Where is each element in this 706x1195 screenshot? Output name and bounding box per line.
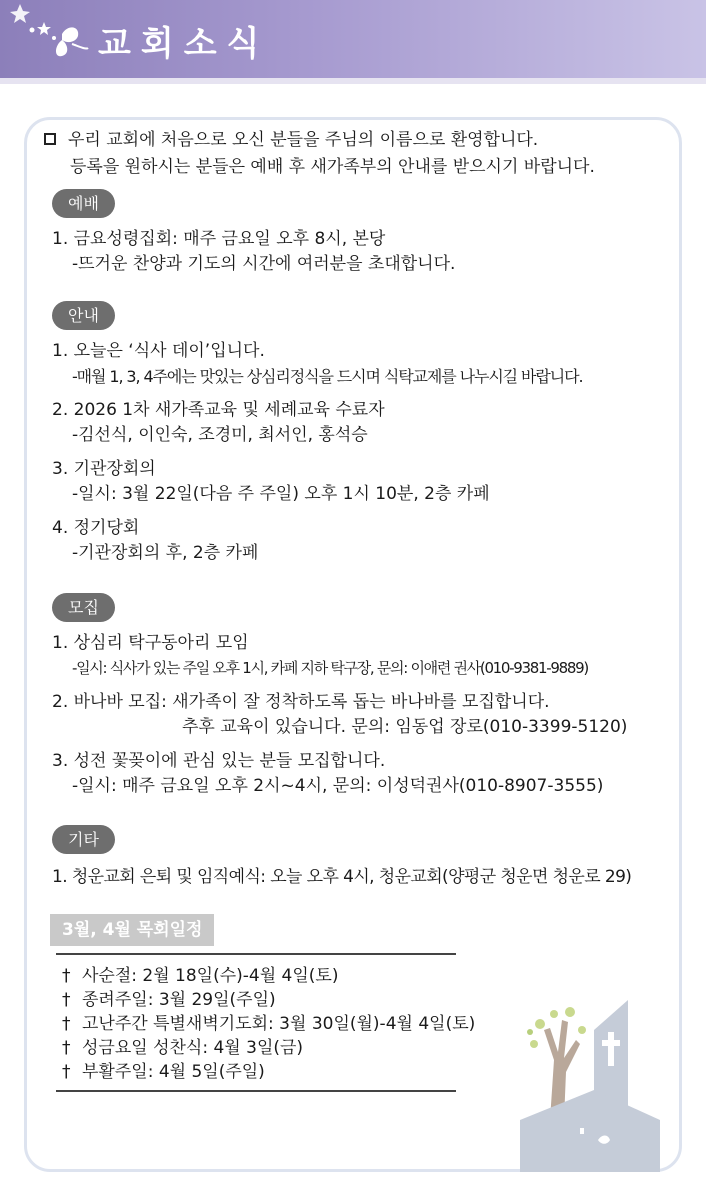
item-detail: 추후 교육이 있습니다. 문의: 임동업 장로(010-3399-5120)	[182, 717, 628, 737]
header-underline	[0, 78, 706, 84]
item-title: 1. 오늘은 ‘식사 데이’입니다.	[52, 341, 265, 361]
section-tag-etc: 기타	[52, 825, 115, 854]
item-detail: -기관장회의 후, 2층 카페	[72, 543, 259, 563]
list-item	[52, 457, 692, 507]
item-title: 1. 금요성령집회: 매주 금요일 오후 8시, 본당	[52, 229, 386, 249]
list-item	[52, 631, 692, 681]
church-tree-illustration	[510, 1000, 660, 1172]
schedule-item: † 성금요일 성찬식: 4월 3일(금)	[62, 1038, 304, 1058]
checkbox-icon	[44, 133, 56, 145]
item-title: 3. 기관장회의	[52, 459, 156, 479]
list-item	[52, 227, 692, 277]
section-tag-worship: 예배	[52, 189, 115, 218]
list-item	[52, 749, 692, 799]
list-item	[52, 516, 692, 566]
butterfly-sparkle-icon	[0, 0, 110, 70]
item-detail: -뜨거운 찬양과 기도의 시간에 여러분을 초대합니다.	[72, 254, 456, 274]
welcome-message	[44, 127, 684, 181]
section-tag-notice: 안내	[52, 301, 115, 330]
item-detail: -일시: 3월 22일(다음 주 주일) 오후 1시 10분, 2층 카페	[72, 484, 490, 504]
item-title: 1. 상심리 탁구동아리 모임	[52, 633, 249, 653]
list-item	[52, 339, 692, 389]
header-banner	[0, 0, 706, 78]
schedule-item: † 부활주일: 4월 5일(주일)	[62, 1062, 265, 1082]
schedule-item: † 고난주간 특별새벽기도회: 3월 30일(월)-4월 4일(토)	[62, 1014, 476, 1034]
item-detail: -매월 1, 3, 4주에는 맛있는 상심리정식을 드시며 식탁교제를 나누시길 바랍니다.	[72, 367, 583, 386]
list-item	[52, 690, 692, 740]
item-title: 2. 바나바 모집: 새가족이 잘 정착하도록 돕는 바나바를 모집합니다.	[52, 692, 550, 712]
item-detail: -김선식, 이인숙, 조경미, 최서인, 홍석승	[72, 425, 368, 445]
item-detail: -일시: 매주 금요일 오후 2시~4시, 문의: 이성덕권사(010-8907-3555)	[72, 776, 604, 796]
schedule-title: 3월, 4월 목회일정	[50, 914, 214, 946]
schedule-item: † 사순절: 2월 18일(수)-4월 4일(토)	[62, 966, 339, 986]
list-item	[52, 398, 692, 448]
schedule-list	[62, 964, 475, 1084]
item-title: 3. 성전 꽃꽂이에 관심 있는 분들 모집합니다.	[52, 751, 386, 771]
item-detail: -일시: 식사가 있는 주일 오후 1시, 카페 지하 탁구장, 문의: 이애련 권사(010-9381-9889)	[72, 659, 588, 677]
schedule-item: † 종려주일: 3월 29일(주일)	[62, 990, 276, 1010]
welcome-line-1: 우리 교회에 처음으로 오신 분들을 주님의 이름으로 환영합니다.	[68, 130, 539, 150]
item-title: 1. 청운교회 은퇴 및 임직예식: 오늘 오후 4시, 청운교회(양평군 청운면 청운로 29)	[52, 867, 632, 887]
page-title: 교회소식	[98, 24, 270, 64]
item-title: 4. 정기당회	[52, 518, 140, 538]
schedule-bottom-rule	[56, 1090, 456, 1092]
list-item	[52, 865, 692, 890]
section-tag-recruit: 모집	[52, 593, 115, 622]
schedule-top-rule	[56, 953, 456, 955]
item-title: 2. 2026 1차 새가족교육 및 세례교육 수료자	[52, 400, 385, 420]
welcome-line-2: 등록을 원하시는 분들은 예배 후 새가족부의 안내를 받으시기 바랍니다.	[70, 157, 595, 177]
